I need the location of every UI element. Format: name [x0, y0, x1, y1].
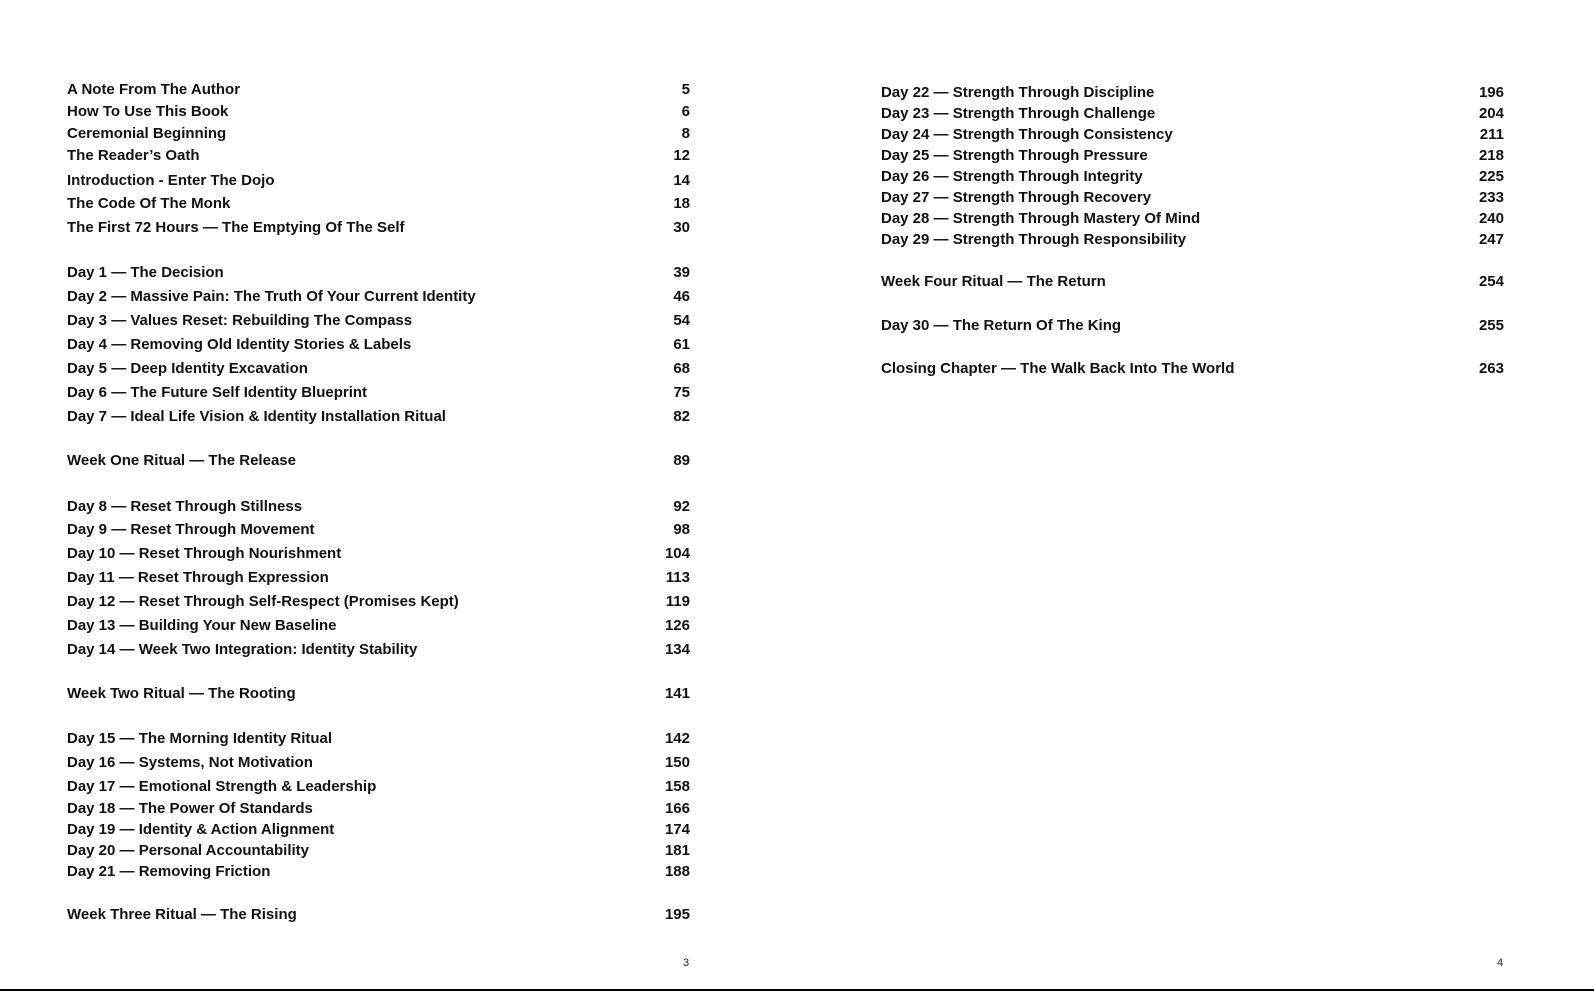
- toc-entry[interactable]: [67, 905, 690, 925]
- toc-entry-title: How To Use This Book: [67, 103, 229, 120]
- toc-entry-page: 263: [1478, 360, 1504, 377]
- toc-entry-page: 195: [664, 906, 690, 923]
- toc-entry[interactable]: [67, 841, 690, 861]
- toc-entry-page: 218: [1478, 147, 1504, 164]
- toc-entry[interactable]: [67, 287, 690, 307]
- toc-entry-title: Day 9 — Reset Through Movement: [67, 521, 315, 538]
- toc-entry-title: Day 1 — The Decision: [67, 264, 224, 281]
- bottom-border: [0, 989, 1594, 991]
- toc-entry-page: 98: [673, 521, 690, 538]
- toc-entry[interactable]: [67, 263, 690, 283]
- toc-entry-page: 158: [664, 778, 690, 795]
- toc-entry[interactable]: [67, 311, 690, 331]
- toc-entry[interactable]: [67, 729, 690, 749]
- toc-entry-title: Day 30 — The Return Of The King: [881, 317, 1122, 334]
- toc-entry-page: 142: [664, 730, 690, 747]
- toc-entry-title: Week One Ritual — The Release: [67, 452, 296, 469]
- toc-entry[interactable]: [67, 544, 690, 564]
- toc-entry-title: Week Three Ritual — The Rising: [67, 906, 297, 923]
- toc-entry[interactable]: [67, 799, 690, 819]
- toc-entry[interactable]: [67, 146, 690, 166]
- toc-entry-page: 39: [673, 264, 690, 281]
- toc-entry-title: Day 27 — Strength Through Recovery: [881, 189, 1152, 206]
- toc-entry[interactable]: [881, 188, 1504, 208]
- toc-entry-title: Day 25 — Strength Through Pressure: [881, 147, 1148, 164]
- toc-entry-page: 188: [664, 863, 690, 880]
- toc-entry[interactable]: [67, 640, 690, 660]
- toc-entry-title: Day 23 — Strength Through Challenge: [881, 105, 1156, 122]
- toc-entry[interactable]: [881, 104, 1504, 124]
- toc-entry[interactable]: [881, 359, 1504, 379]
- toc-entry-title: Day 20 — Personal Accountability: [67, 842, 310, 859]
- toc-entry[interactable]: [67, 820, 690, 840]
- toc-entry-page: 119: [665, 593, 690, 610]
- toc-entry-page: 75: [673, 384, 690, 401]
- toc-entry-page: 12: [673, 147, 690, 164]
- toc-entry-title: A Note From The Author: [67, 81, 241, 98]
- toc-entry[interactable]: [67, 218, 690, 238]
- toc-entry-title: The Reader’s Oath: [67, 147, 200, 164]
- toc-entry[interactable]: [67, 497, 690, 517]
- toc-entry-page: 104: [664, 545, 690, 562]
- toc-entry-title: Week Two Ritual — The Rooting: [67, 685, 296, 702]
- toc-entry-page: 113: [665, 569, 690, 586]
- toc-entry[interactable]: [67, 684, 690, 704]
- toc-entry[interactable]: [67, 407, 690, 427]
- toc-entry[interactable]: [67, 777, 690, 797]
- toc-entry[interactable]: [67, 383, 690, 403]
- toc-entry-title: Week Four Ritual — The Return: [881, 273, 1106, 290]
- toc-entry-page: 174: [664, 821, 690, 838]
- toc-entry-page: 89: [673, 452, 690, 469]
- toc-entry-title: Day 29 — Strength Through Responsibility: [881, 231, 1187, 248]
- page-number-right: 4: [1497, 957, 1504, 969]
- toc-entry-page: 18: [673, 195, 690, 212]
- toc-entry-page: 141: [664, 685, 690, 702]
- toc-entry-page: 68: [673, 360, 690, 377]
- toc-entry-page: 247: [1478, 231, 1504, 248]
- toc-entry-title: Day 13 — Building Your New Baseline: [67, 617, 337, 634]
- toc-entry-title: The Code Of The Monk: [67, 195, 231, 212]
- toc-entry-title: Day 22 — Strength Through Discipline: [881, 84, 1155, 101]
- toc-entry[interactable]: [67, 194, 690, 214]
- toc-entry-title: Day 6 — The Future Self Identity Blueprint: [67, 384, 368, 401]
- toc-entry-title: Day 4 — Removing Old Identity Stories & Labels: [67, 336, 412, 353]
- toc-entry-title: Day 5 — Deep Identity Excavation: [67, 360, 308, 377]
- toc-entry[interactable]: [881, 125, 1504, 145]
- toc-entry[interactable]: [881, 272, 1504, 292]
- toc-entry-title: Day 2 — Massive Pain: The Truth Of Your Current Identity: [67, 288, 476, 305]
- toc-entry[interactable]: [881, 146, 1504, 166]
- toc-entry-title: Ceremonial Beginning: [67, 125, 227, 142]
- toc-entry-page: 196: [1478, 84, 1504, 101]
- toc-entry-title: Day 19 — Identity & Action Alignment: [67, 821, 335, 838]
- toc-entry-title: Day 15 — The Morning Identity Ritual: [67, 730, 333, 747]
- toc-entry[interactable]: [67, 568, 690, 588]
- toc-entry-page: 61: [673, 336, 690, 353]
- toc-entry-title: Day 10 — Reset Through Nourishment: [67, 545, 342, 562]
- toc-entry[interactable]: [67, 592, 690, 612]
- toc-entry[interactable]: [881, 316, 1504, 336]
- toc-entry-page: 92: [673, 498, 690, 515]
- toc-entry-page: 54: [673, 312, 690, 329]
- toc-entry-title: Day 3 — Values Reset: Rebuilding The Compass: [67, 312, 413, 329]
- toc-entry-page: 181: [664, 842, 690, 859]
- toc-entry[interactable]: [881, 230, 1504, 250]
- toc-entry[interactable]: [67, 102, 690, 122]
- page-number-left: 3: [683, 957, 690, 969]
- toc-entry-page: 6: [681, 103, 690, 120]
- toc-entry[interactable]: [67, 753, 690, 773]
- toc-entry[interactable]: [67, 335, 690, 355]
- toc-entry-page: 82: [673, 408, 690, 425]
- toc-entry-page: 254: [1478, 273, 1504, 290]
- toc-entry-title: Day 8 — Reset Through Stillness: [67, 498, 303, 515]
- toc-entry-title: Day 14 — Week Two Integration: Identity Stability: [67, 641, 418, 658]
- toc-entry-page: 204: [1478, 105, 1504, 122]
- toc-entry-title: Day 12 — Reset Through Self-Respect (Promises Kept): [67, 593, 459, 610]
- toc-entry-title: The First 72 Hours — The Emptying Of The Self: [67, 219, 405, 236]
- toc-entry-page: 46: [673, 288, 690, 305]
- toc-entry[interactable]: [67, 171, 690, 191]
- toc-entry-page: 14: [673, 172, 690, 189]
- toc-entry-title: Closing Chapter — The Walk Back Into The World: [881, 360, 1235, 377]
- toc-entry-page: 30: [673, 219, 690, 236]
- toc-entry-page: 255: [1478, 317, 1504, 334]
- toc-entry-title: Day 11 — Reset Through Expression: [67, 569, 329, 586]
- toc-entry[interactable]: [67, 862, 690, 882]
- toc-entry-title: Day 28 — Strength Through Mastery Of Mind: [881, 210, 1201, 227]
- toc-entry-title: Day 24 — Strength Through Consistency: [881, 126, 1173, 143]
- toc-entry-title: Day 7 — Ideal Life Vision & Identity Installation Ritual: [67, 408, 446, 425]
- toc-entry-page: 150: [664, 754, 690, 771]
- toc-entry-page: 134: [664, 641, 690, 658]
- toc-entry[interactable]: [67, 451, 690, 471]
- toc-entry-page: 233: [1478, 189, 1504, 206]
- toc-entry[interactable]: [67, 520, 690, 540]
- toc-entry-page: 225: [1478, 168, 1504, 185]
- toc-entry-page: 240: [1478, 210, 1504, 227]
- toc-entry-page: 126: [664, 617, 690, 634]
- toc-entry-title: Day 16 — Systems, Not Motivation: [67, 754, 313, 771]
- toc-entry-title: Day 26 — Strength Through Integrity: [881, 168, 1143, 185]
- toc-entry-page: 211: [1479, 126, 1504, 143]
- toc-entry[interactable]: [67, 124, 690, 144]
- toc-entry[interactable]: [67, 359, 690, 379]
- toc-entry-title: Introduction - Enter The Dojo: [67, 172, 275, 189]
- toc-entry-title: Day 21 — Removing Friction: [67, 863, 271, 880]
- toc-entry[interactable]: [881, 167, 1504, 187]
- toc-entry[interactable]: [881, 83, 1504, 103]
- toc-entry-page: 5: [681, 81, 690, 98]
- toc-entry[interactable]: [881, 209, 1504, 229]
- toc-entry-page: 8: [681, 125, 690, 142]
- toc-entry-page: 166: [664, 800, 690, 817]
- toc-entry-title: Day 18 — The Power Of Standards: [67, 800, 313, 817]
- toc-entry[interactable]: [67, 80, 690, 100]
- toc-entry[interactable]: [67, 616, 690, 636]
- toc-entry-title: Day 17 — Emotional Strength & Leadership: [67, 778, 377, 795]
